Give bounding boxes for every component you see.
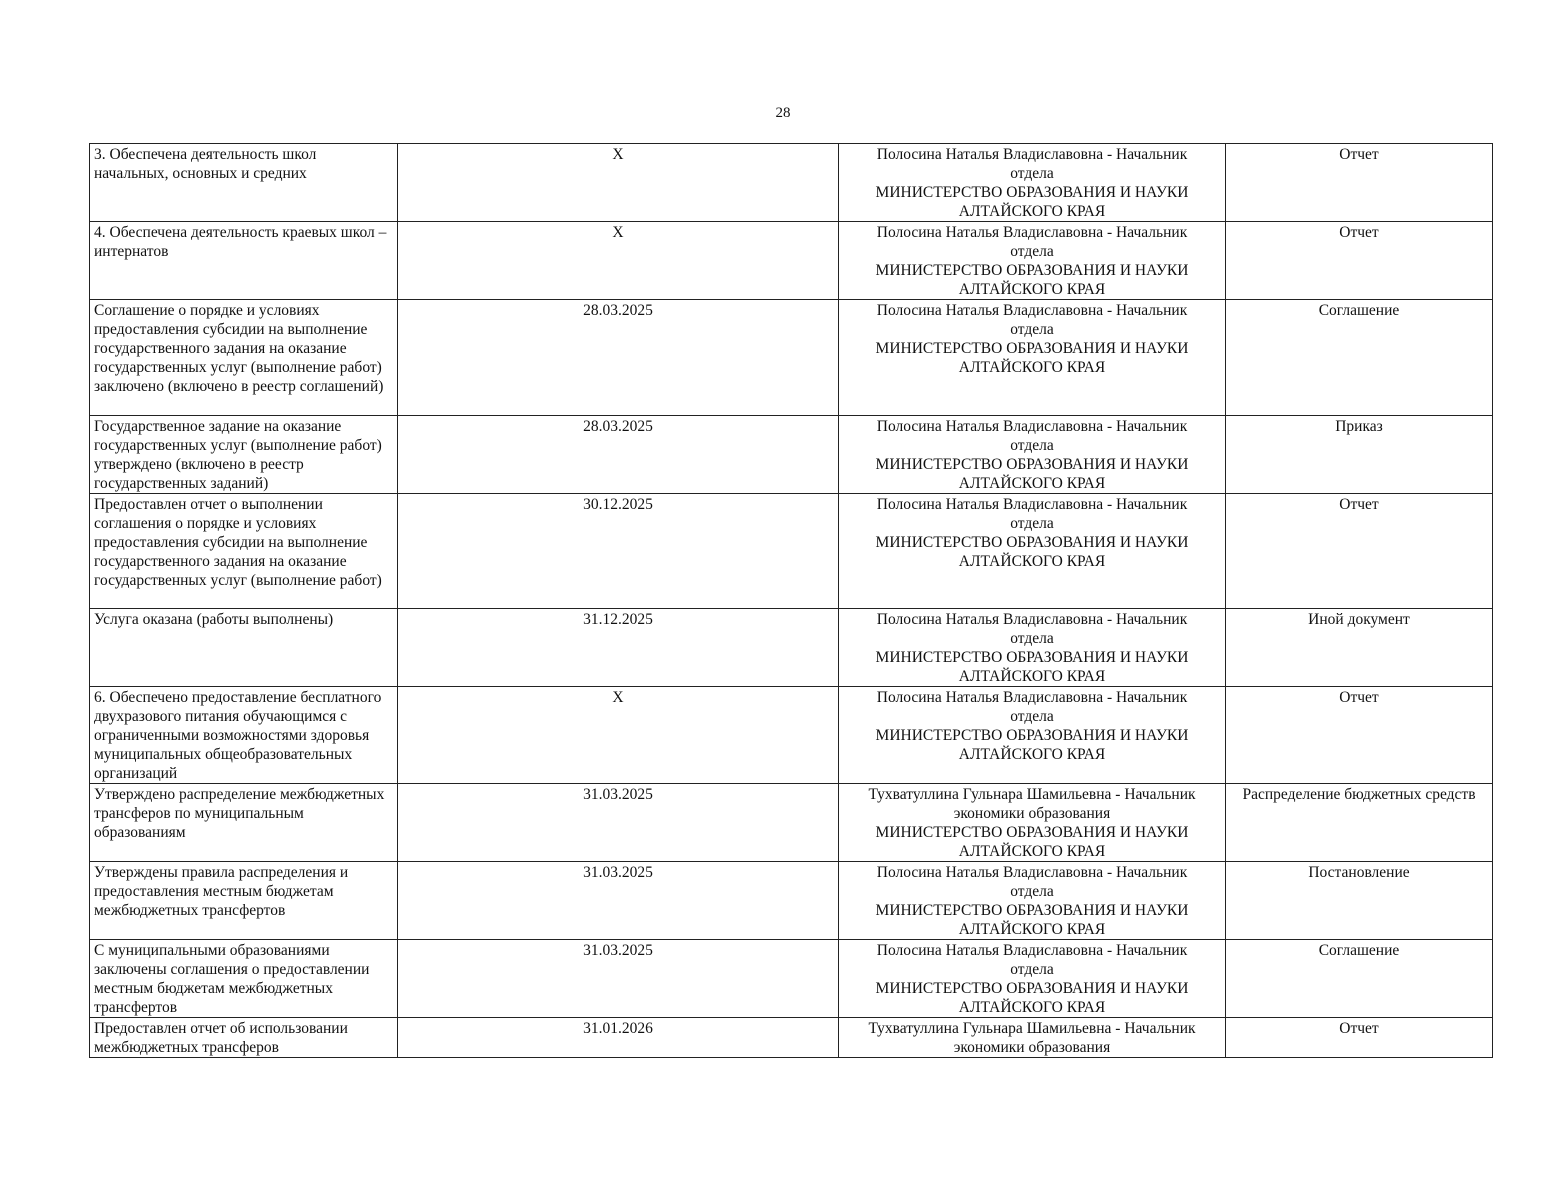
- responsible-organization-region: АЛТАЙСКОГО КРАЯ: [958, 843, 1106, 860]
- due-date-cell: 31.03.2025: [398, 862, 839, 940]
- document-type-cell: Распределение бюджетных средств: [1226, 784, 1493, 862]
- responsible-person: Полосина Наталья Владиславовна - Начальник: [876, 302, 1188, 319]
- due-date-cell: 31.01.2026: [398, 1018, 839, 1058]
- responsible-cell: [839, 300, 1226, 416]
- responsible-organization: МИНИСТЕРСТВО ОБРАЗОВАНИЯ И НАУКИ: [875, 262, 1189, 279]
- due-date-cell: 30.12.2025: [398, 494, 839, 609]
- document-type-cell: Отчет: [1226, 144, 1493, 222]
- responsible-organization-region: АЛТАЙСКОГО КРАЯ: [958, 203, 1106, 220]
- document-type-cell: Соглашение: [1226, 300, 1493, 416]
- responsible-person: Тухватуллина Гульнара Шамильевна - Начальник: [868, 786, 1196, 803]
- responsible-person: Полосина Наталья Владиславовна - Начальник: [876, 611, 1188, 628]
- responsible-organization-region: АЛТАЙСКОГО КРАЯ: [958, 359, 1106, 376]
- responsible-cell: [839, 940, 1226, 1018]
- event-name-cell: 4. Обеспечена деятельность краевых школ – интернатов: [90, 222, 398, 300]
- responsible-person: Полосина Наталья Владиславовна - Начальник: [876, 864, 1188, 881]
- document-type-cell: Соглашение: [1226, 940, 1493, 1018]
- responsible-organization-region: АЛТАЙСКОГО КРАЯ: [958, 475, 1106, 492]
- table-row: [90, 222, 1493, 300]
- responsible-organization: МИНИСТЕРСТВО ОБРАЗОВАНИЯ И НАУКИ: [875, 456, 1189, 473]
- table-row: [90, 940, 1493, 1018]
- responsible-cell: [839, 609, 1226, 687]
- table-row: [90, 784, 1493, 862]
- document-type-cell: Отчет: [1226, 1018, 1493, 1058]
- table-row: [90, 609, 1493, 687]
- responsible-position: экономики образования: [953, 805, 1111, 822]
- responsible-position: отдела: [1010, 243, 1054, 260]
- responsible-organization: МИНИСТЕРСТВО ОБРАЗОВАНИЯ И НАУКИ: [875, 824, 1189, 841]
- event-name-cell: Утверждены правила распределения и предоставления местным бюджетам межбюджетных трансфертов: [90, 862, 398, 940]
- table-body: [90, 144, 1493, 1058]
- responsible-position: отдела: [1010, 165, 1054, 182]
- table-row: [90, 144, 1493, 222]
- events-table: [89, 143, 1493, 1058]
- responsible-position: отдела: [1010, 961, 1054, 978]
- responsible-cell: [839, 784, 1226, 862]
- document-type-cell: Постановление: [1226, 862, 1493, 940]
- due-date-cell: 31.12.2025: [398, 609, 839, 687]
- table-row: [90, 1018, 1493, 1058]
- table-row: [90, 416, 1493, 494]
- responsible-person: Полосина Наталья Владиславовна - Начальник: [876, 418, 1188, 435]
- event-name-cell: Государственное задание на оказание государственных услуг (выполнение работ) утверждено (включено в реестр государственных заданий): [90, 416, 398, 494]
- responsible-organization-region: АЛТАЙСКОГО КРАЯ: [958, 668, 1106, 685]
- document-type-cell: Иной документ: [1226, 609, 1493, 687]
- table-row: [90, 300, 1493, 416]
- responsible-organization: МИНИСТЕРСТВО ОБРАЗОВАНИЯ И НАУКИ: [875, 534, 1189, 551]
- event-name-cell: Соглашение о порядке и условиях предоставления субсидии на выполнение государственного задания на оказание государственных услуг (выполнение работ) заключено (включено в реестр соглашений): [90, 300, 398, 416]
- responsible-cell: [839, 222, 1226, 300]
- event-name-cell: 3. Обеспечена деятельность школ начальных, основных и средних: [90, 144, 398, 222]
- responsible-position: отдела: [1010, 883, 1054, 900]
- responsible-organization-region: АЛТАЙСКОГО КРАЯ: [958, 921, 1106, 938]
- document-type-cell: Отчет: [1226, 222, 1493, 300]
- responsible-position: экономики образования: [953, 1039, 1111, 1056]
- responsible-organization-region: АЛТАЙСКОГО КРАЯ: [958, 999, 1106, 1016]
- event-name-cell: 6. Обеспечено предоставление бесплатного двухразового питания обучающимся с ограниченными возможностями здоровья муниципальных общеобразовательных организаций: [90, 687, 398, 784]
- responsible-person: Полосина Наталья Владиславовна - Начальник: [876, 146, 1188, 163]
- event-name-cell: С муниципальными образованиями заключены соглашения о предоставлении местным бюджетам межбюджетных трансфертов: [90, 940, 398, 1018]
- responsible-person: Полосина Наталья Владиславовна - Начальник: [876, 942, 1188, 959]
- due-date-cell: X: [398, 144, 839, 222]
- responsible-position: отдела: [1010, 515, 1054, 532]
- responsible-organization: МИНИСТЕРСТВО ОБРАЗОВАНИЯ И НАУКИ: [875, 649, 1189, 666]
- responsible-organization: МИНИСТЕРСТВО ОБРАЗОВАНИЯ И НАУКИ: [875, 340, 1189, 357]
- responsible-organization: МИНИСТЕРСТВО ОБРАЗОВАНИЯ И НАУКИ: [875, 727, 1189, 744]
- responsible-person: Полосина Наталья Владиславовна - Начальник: [876, 496, 1188, 513]
- responsible-organization: МИНИСТЕРСТВО ОБРАЗОВАНИЯ И НАУКИ: [875, 184, 1189, 201]
- event-name-cell: Утверждено распределение межбюджетных трансферов по муниципальным образованиям: [90, 784, 398, 862]
- responsible-person: Полосина Наталья Владиславовна - Начальник: [876, 224, 1188, 241]
- responsible-cell: [839, 1018, 1226, 1058]
- page-number: 28: [775, 105, 791, 121]
- responsible-cell: [839, 144, 1226, 222]
- document-type-cell: Отчет: [1226, 494, 1493, 609]
- responsible-cell: [839, 687, 1226, 784]
- responsible-position: отдела: [1010, 630, 1054, 647]
- responsible-organization-region: АЛТАЙСКОГО КРАЯ: [958, 553, 1106, 570]
- document-type-cell: Отчет: [1226, 687, 1493, 784]
- table-row: [90, 494, 1493, 609]
- responsible-position: отдела: [1010, 321, 1054, 338]
- event-name-cell: Услуга оказана (работы выполнены): [90, 609, 398, 687]
- responsible-position: отдела: [1010, 708, 1054, 725]
- responsible-organization: МИНИСТЕРСТВО ОБРАЗОВАНИЯ И НАУКИ: [875, 902, 1189, 919]
- responsible-person: Полосина Наталья Владиславовна - Начальник: [876, 689, 1188, 706]
- due-date-cell: X: [398, 687, 839, 784]
- responsible-position: отдела: [1010, 437, 1054, 454]
- responsible-person: Тухватуллина Гульнара Шамильевна - Начальник: [868, 1020, 1196, 1037]
- responsible-cell: [839, 494, 1226, 609]
- due-date-cell: X: [398, 222, 839, 300]
- responsible-cell: [839, 416, 1226, 494]
- responsible-organization-region: АЛТАЙСКОГО КРАЯ: [958, 281, 1106, 298]
- event-name-cell: Предоставлен отчет об использовании межбюджетных трансферов: [90, 1018, 398, 1058]
- responsible-cell: [839, 862, 1226, 940]
- due-date-cell: 28.03.2025: [398, 300, 839, 416]
- event-name-cell: Предоставлен отчет о выполнении соглашения о порядке и условиях предоставления субсидии на выполнение государственного задания на оказание государственных услуг (выполнение работ): [90, 494, 398, 609]
- table-row: [90, 687, 1493, 784]
- due-date-cell: 31.03.2025: [398, 784, 839, 862]
- document-type-cell: Приказ: [1226, 416, 1493, 494]
- due-date-cell: 28.03.2025: [398, 416, 839, 494]
- table-row: [90, 862, 1493, 940]
- responsible-organization-region: АЛТАЙСКОГО КРАЯ: [958, 746, 1106, 763]
- due-date-cell: 31.03.2025: [398, 940, 839, 1018]
- responsible-organization: МИНИСТЕРСТВО ОБРАЗОВАНИЯ И НАУКИ: [875, 980, 1189, 997]
